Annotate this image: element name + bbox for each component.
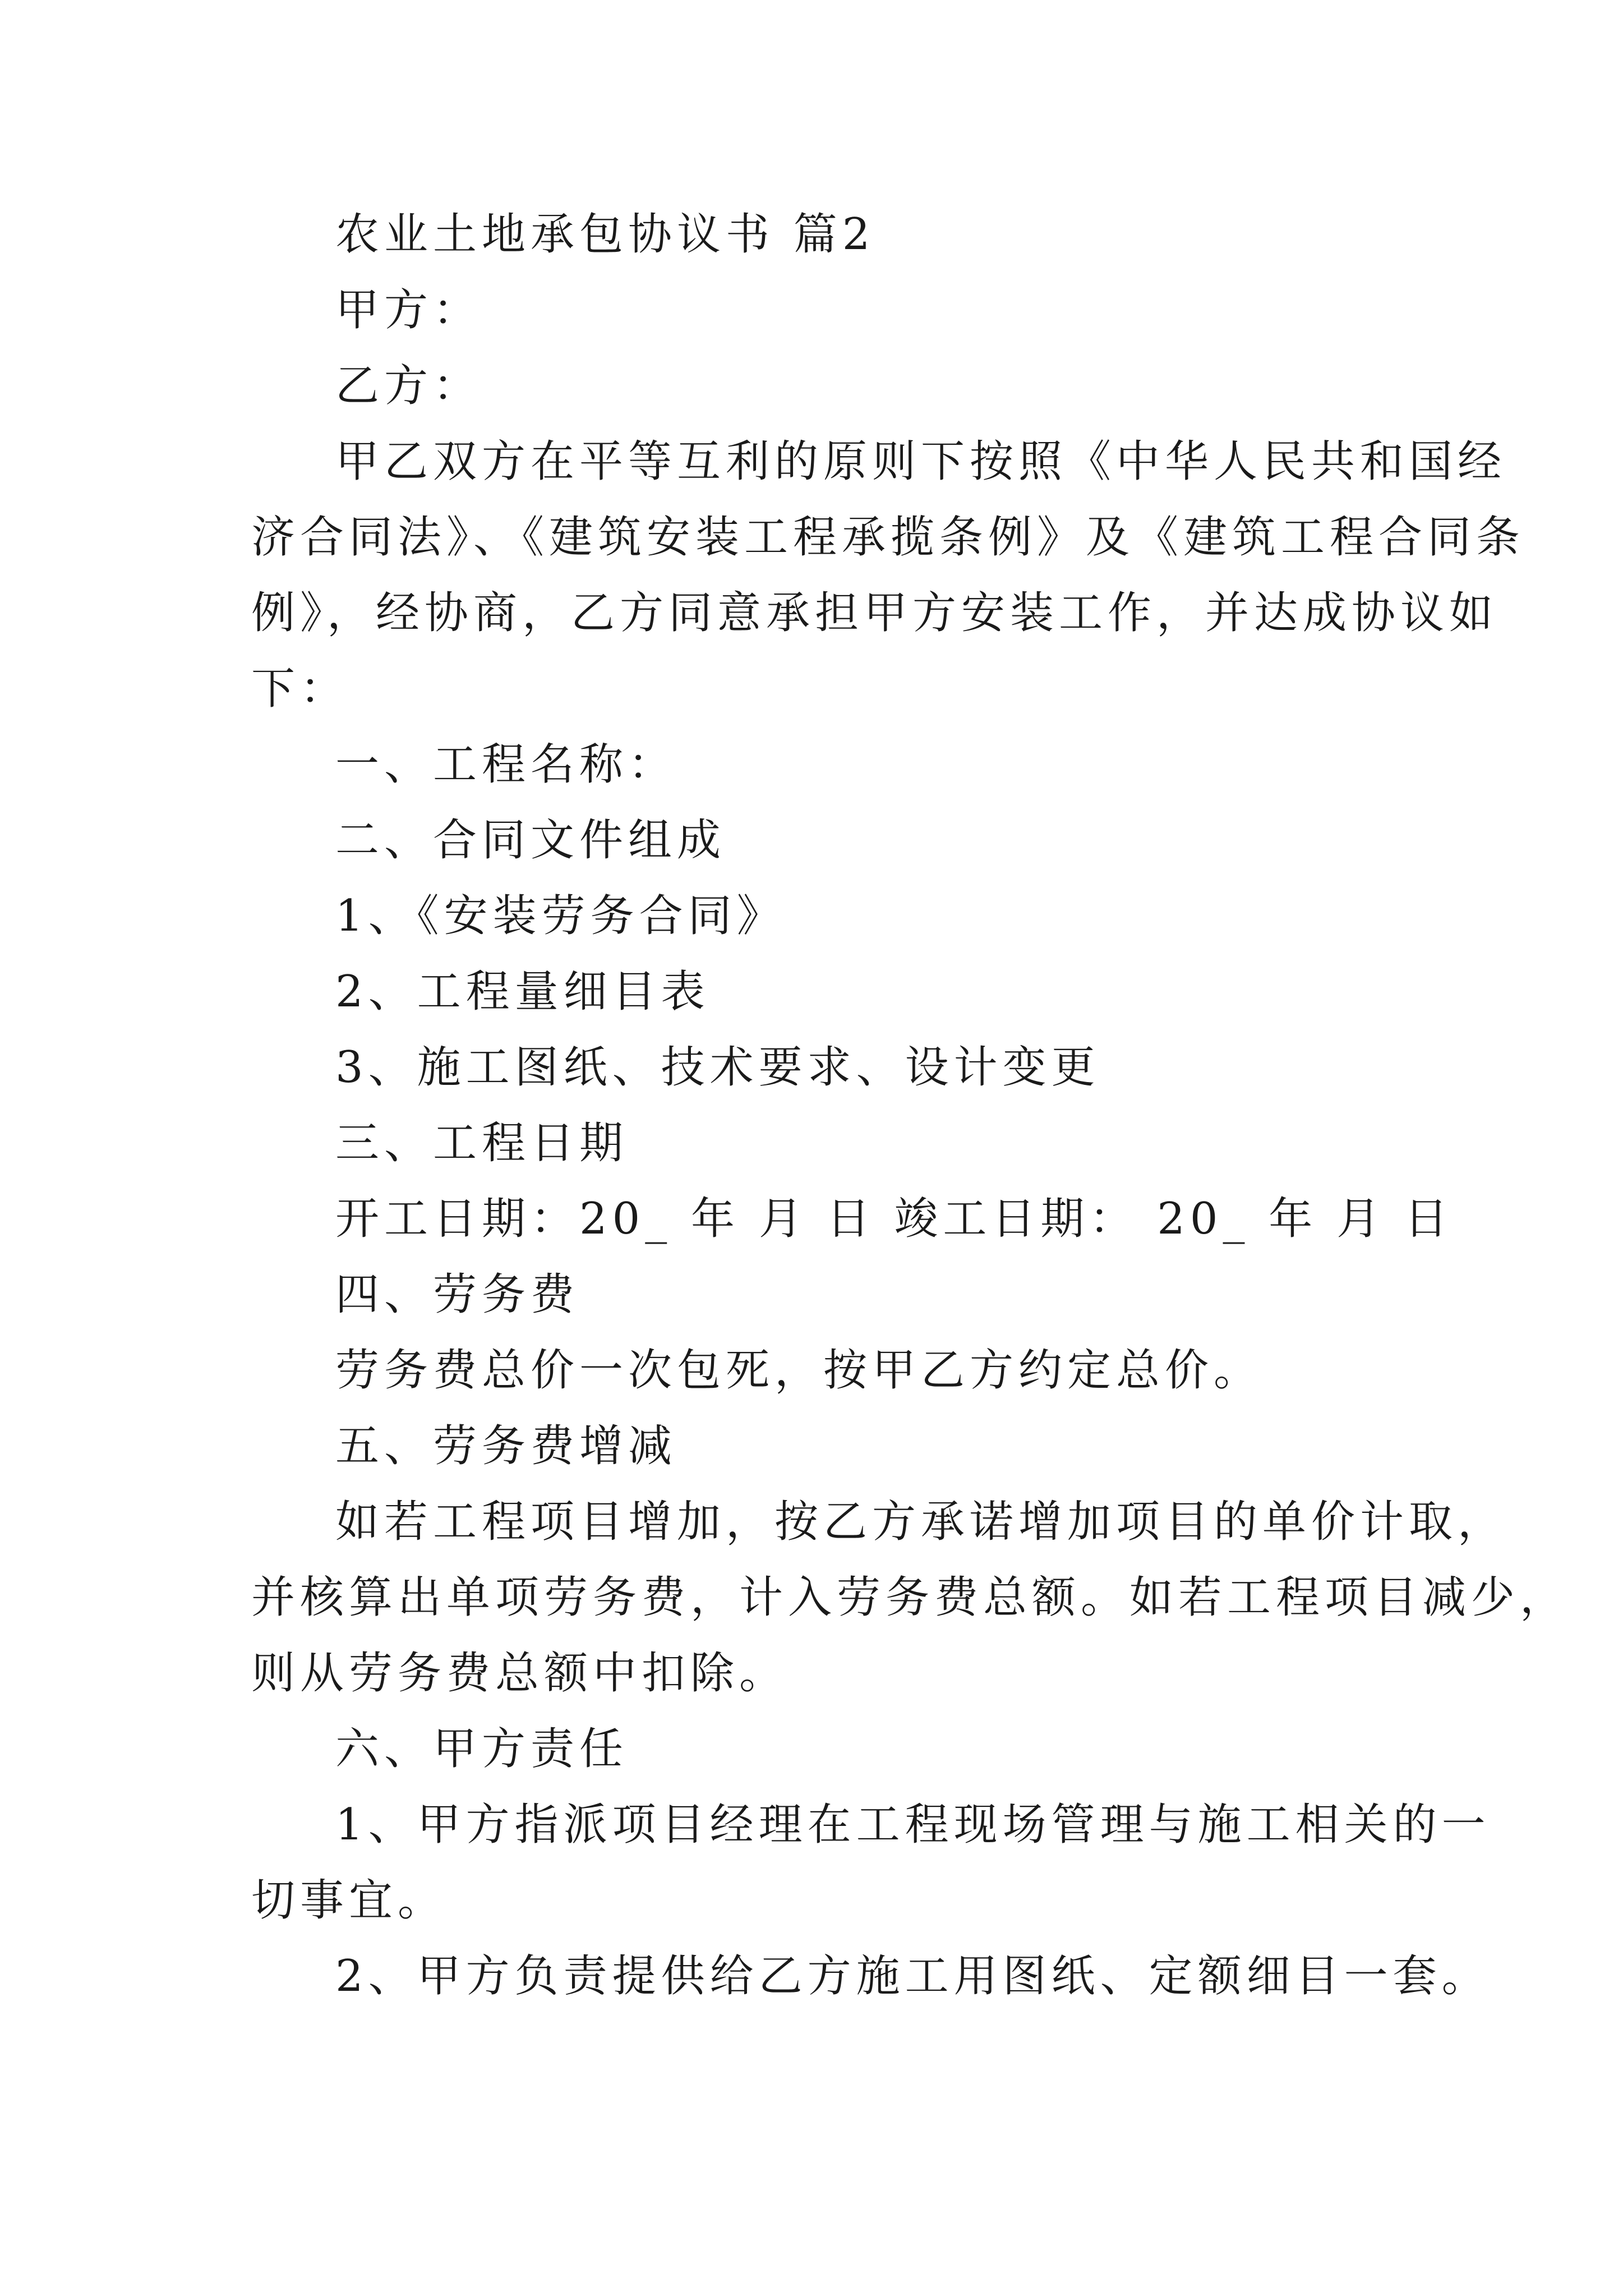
party-b-label: 乙方： (335, 361, 482, 411)
party-a-label: 甲方： (335, 285, 482, 335)
document-title: 农业土地承包协议书 篇2 (335, 209, 875, 260)
section-heading: 二、合同文件组成 (335, 815, 726, 866)
list-item: 1、《安装劳务合同》 (335, 891, 786, 941)
list-item: 1、甲方指派项目经理在工程现场管理与施工相关的一 (335, 1800, 1491, 1850)
paragraph-line: 则从劳务费总额中扣除。 (251, 1648, 789, 1699)
paragraph-line: 例》，经协商，乙方同意承担甲方安装工作，并达成协议如 (251, 588, 1498, 638)
paragraph-line: 甲乙双方在平等互利的原则下按照《中华人民共和国经 (335, 436, 1507, 487)
paragraph-line: 济合同法》、《建筑安装工程承揽条例》及《建筑工程合同条 (251, 512, 1525, 563)
section-heading: 一、工程名称： (335, 739, 677, 790)
list-item: 2、甲方负责提供给乙方施工用图纸、定额细目一套。 (335, 1951, 1491, 2001)
section-heading: 四、劳务费 (335, 1269, 580, 1320)
list-item-continuation: 切事宜。 (251, 1875, 447, 1926)
dates-line: 开工日期：20_ 年 月 日 竣工日期： 20_ 年 月 日 (335, 1194, 1453, 1244)
section-heading: 六、甲方责任 (335, 1724, 629, 1774)
paragraph-line: 如若工程项目增加，按乙方承诺增加项目的单价计取， (335, 1497, 1507, 1547)
paragraph-line: 并核算出单项劳务费，计入劳务费总额。如若工程项目减少， (251, 1572, 1569, 1623)
section-heading: 五、劳务费增减 (335, 1421, 677, 1471)
list-item: 2、工程量细目表 (335, 967, 710, 1017)
paragraph-line: 下： (251, 664, 349, 714)
section-heading: 三、工程日期 (335, 1118, 629, 1168)
paragraph-line: 劳务费总价一次包死，按甲乙方约定总价。 (335, 1345, 1263, 1396)
list-item: 3、施工图纸、技术要求、设计变更 (335, 1042, 1100, 1093)
